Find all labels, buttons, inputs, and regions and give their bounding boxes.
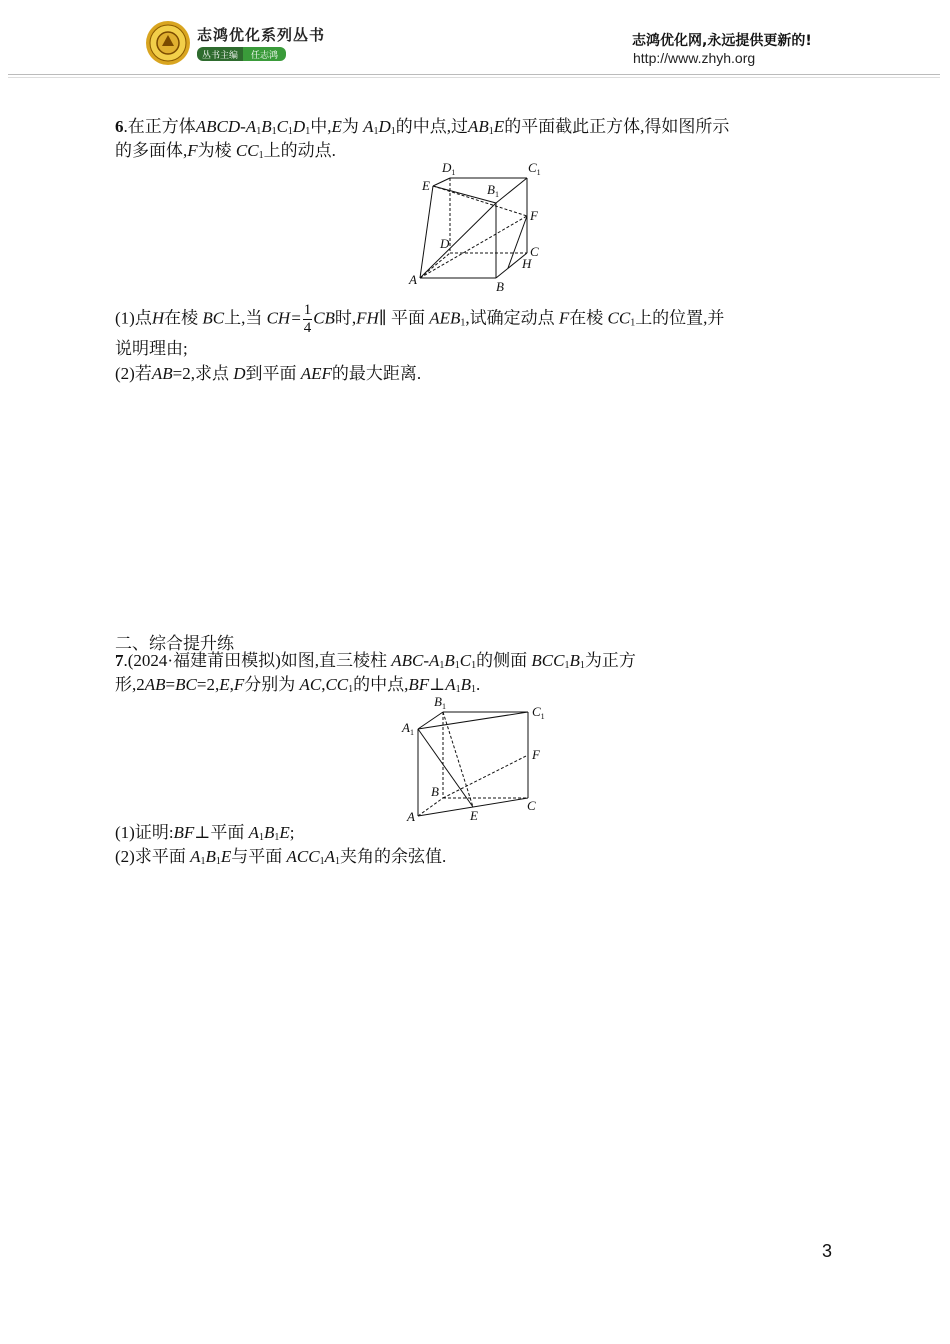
page-header	[0, 0, 950, 82]
q7-stem-line-2: 形,2AB=BC=2,E,F分别为 $AC,CC_1$的中点$,BF\perp A_1B_1$.	[115, 675, 481, 695]
q7-prism-figure	[398, 692, 558, 824]
label-H: H	[522, 256, 532, 271]
label-B1: $B_1$	[434, 694, 446, 711]
label-A: A	[407, 809, 415, 824]
header-rule	[8, 74, 940, 75]
header-rule-secondary	[8, 77, 940, 78]
q7-part-1: (1)证明:BF⊥平面 $A_1B_1E$;	[115, 823, 295, 843]
page-number: 3	[822, 1241, 833, 1261]
fraction-one-quarter: $\frac{1}{4}$	[303, 302, 312, 336]
q6-part-1: (1)点H在棱 BC上,当 CH= $\frac{1}{4}$ CB时,FH∥ 平面 $AEB_1$,试确定动点 F在棱 $CC_1$上的位置,并	[115, 302, 725, 336]
q6-part-2: (2)若AB=2,求点 D到平面 AEF的最大距离.	[115, 364, 422, 383]
label-E: E	[470, 808, 478, 823]
label-F: F	[530, 208, 538, 223]
header-slogan: 志鸿优化网,永远提供更新的!	[632, 33, 812, 49]
label-B: B	[431, 784, 439, 799]
label-C: C	[530, 244, 539, 259]
header-url[interactable]: http://www.zhyh.org	[633, 50, 756, 66]
label-B: B	[496, 279, 504, 293]
q7-stem-line-1: 7.(2024·福建莆田模拟)如图,直三棱柱 ABC-$A_1B_1C_1$的侧面 $BCC_1B_1$为正方	[115, 651, 636, 671]
q6-cube-figure	[400, 158, 560, 293]
label-A1: $A_1$	[402, 720, 414, 737]
label-C1: $C_1$	[528, 160, 541, 177]
section-title: 二、综合提升练	[115, 634, 234, 654]
label-E: E	[422, 178, 430, 193]
label-D: D	[440, 236, 450, 251]
label-A: A	[409, 272, 417, 287]
q6-stem-line-1: 6.在正方体ABCD-$A_1B_1C_1D_1$中,E为 $A_1D_1$的中点,过$AB_1E$的平面截此正方体,得如图所示	[115, 117, 730, 137]
label-D1: $D_1$	[442, 160, 456, 177]
label-C1: $C_1$	[532, 704, 545, 721]
series-title: 志鸿优化系列丛书	[197, 26, 326, 44]
label-C: C	[527, 798, 536, 813]
q6-part-1-cont: 说明理由;	[115, 339, 188, 358]
editor-label: 丛书主编	[197, 47, 243, 61]
editor-name: 任志鸿	[243, 47, 286, 61]
label-B1: $B_1$	[487, 182, 499, 199]
label-F: F	[532, 747, 540, 762]
logo-seal-icon	[145, 20, 191, 66]
editor-badge	[197, 47, 286, 61]
q6-stem-line-2: 的多面体,F为棱 $CC_1$上的动点.	[115, 141, 336, 161]
q7-part-2: (2)求平面 $A_1B_1E$与平面 $ACC_1A_1$夹角的余弦值.	[115, 847, 447, 867]
